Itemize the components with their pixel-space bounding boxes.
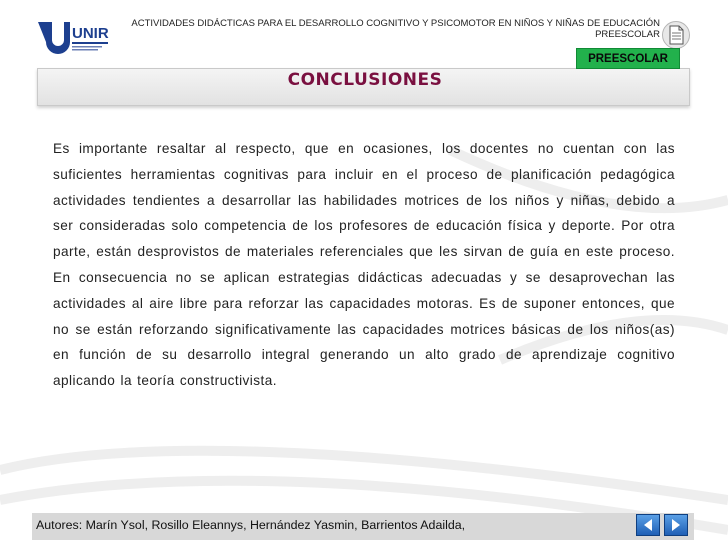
level-badge: PREESCOLAR	[576, 48, 680, 69]
previous-slide-button[interactable]	[636, 514, 660, 536]
document-icon	[662, 20, 690, 50]
slide-title: CONCLUSIONES	[287, 70, 443, 90]
next-slide-button[interactable]	[664, 514, 688, 536]
conclusion-paragraph: Es importante resaltar al respecto, que en ocasiones, los docentes no cuentan con las suficientes herramientas cognitivas para incluir en el proceso de planificación pedagógica actividades tendientes a desarrollar las habilidades motrices de los niños y niñas, debido a ser consideradas solo competencia de los profesores de educación física y deporte. Por otra parte, están desprovistos de materiales referenciales que les sirvan de guía en este proceso. En consecuencia no se aplican estrategias didácticas adecuadas y se desaprovechan las actividades al aire libre para reforzar las capacidades motoras. Es de suponer entonces, que no se están reforzando significativamente las capacidades motrices básicas de los niños(as) en función de su desarrollo integral generando un alto grado de aprendizaje cognitivo aplicando la teoría constructivista.	[53, 141, 675, 389]
logo-text: UNIR	[72, 25, 109, 42]
footer-authors: Autores: Marín Ysol, Rosillo Eleannys, Hernández Yasmin, Barrientos Adailda,	[36, 518, 466, 532]
arrow-right-icon	[669, 518, 683, 532]
header-title: ACTIVIDADES DIDÁCTICAS PARA EL DESARROLLO COGNITIVO Y PSICOMOTOR EN NIÑOS Y NIÑAS DE EDUCACIÓN PREESCOLAR	[131, 18, 660, 40]
unir-logo	[34, 14, 112, 60]
arrow-left-icon	[641, 518, 655, 532]
